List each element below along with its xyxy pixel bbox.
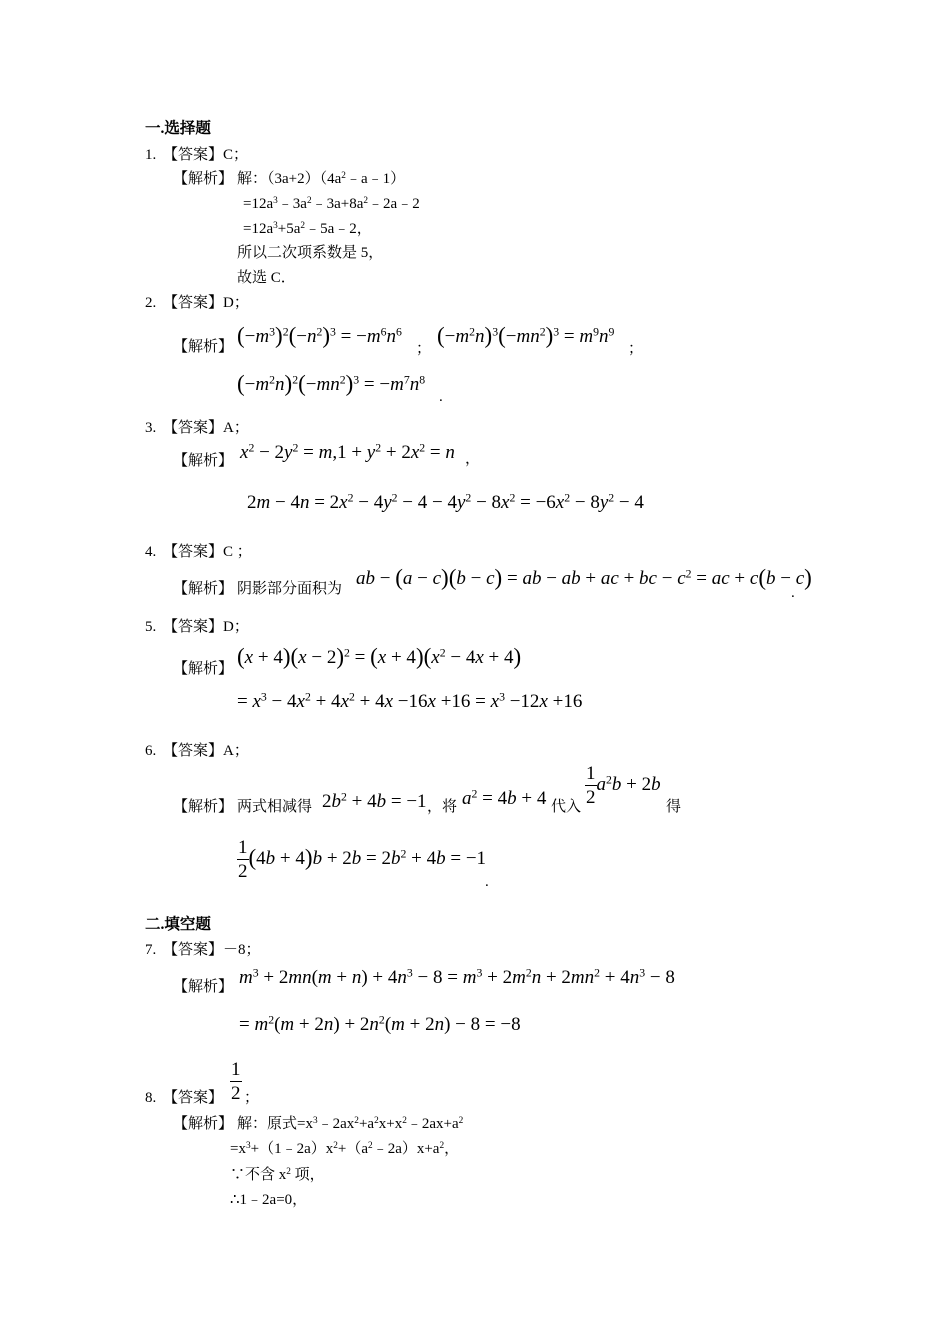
math-expression: $(-m^2n)^2(-mn^2)^3 = -m^7n^8$	[237, 371, 426, 396]
analysis-label: 【解析】	[173, 171, 234, 187]
analysis-label: 【解析】	[173, 1116, 234, 1132]
answer-label: 【答案】D；	[163, 619, 249, 635]
math-expression: $\frac{1}{2}$ $a^2b + 2b$	[586, 763, 661, 808]
math-expression: $m^3 + 2mn(m + n) + 4n^3 - 8 = m^3 + 2m^2n + 2mn^2 + 4n^3 - 8$	[239, 966, 675, 988]
question-number: 7.	[145, 942, 157, 958]
answer-label: 【答案】－8；	[163, 942, 261, 958]
question-number: 3.	[145, 420, 157, 436]
question-number: 8.	[145, 1090, 157, 1106]
answer-label: 【答案】C ；	[163, 544, 252, 560]
end-dot: .	[439, 389, 443, 405]
math-expression: $(-m^2n)^3(-mn^2)^3 = m^9n^9$	[437, 323, 615, 348]
question-number: 1.	[145, 147, 157, 163]
math-expression: $\frac{1}{2}$ $(4b + 4)b + 2b = 2b^2 + 4b = -1$	[238, 837, 487, 882]
answer-label: 【答案】D；	[163, 295, 249, 311]
analysis-label: 【解析】	[173, 661, 234, 677]
math-expression: $(x + 4)(x - 2)^2 = (x + 4)(x^2 - 4x + 4)$	[237, 644, 522, 669]
analysis-line: 解：原式$=x^3﹣2ax^2+a^2x+x^2﹣2ax+a^2$	[237, 1115, 464, 1132]
analysis-label: 【解析】	[173, 979, 234, 995]
math-expression: = $x^3 - 4x^2 + 4x^2 + 4x -16x +16 = x^3 -12x +16$	[237, 690, 583, 712]
analysis-line: $=x^3+(1﹣2a)x^2+(a^2﹣2a)x+a^2$，	[230, 1140, 460, 1157]
analysis-line: $=12a^3﹣3a^2﹣3a+8a^2﹣2a﹣2$	[243, 195, 420, 212]
question-number: 4.	[145, 544, 157, 560]
end-dot: .	[791, 585, 795, 601]
analysis-line: 解：$(3a+2)(4a^2﹣a﹣1)$	[237, 170, 406, 187]
question-number: 6.	[145, 743, 157, 759]
analysis-label: 【解析】	[173, 581, 234, 597]
analysis-label: 【解析】	[173, 799, 234, 815]
math-expression: ab − (a − c)(b − c) = ab − ab + ac + bc − $c^2$ = ac + c(b − c)	[356, 565, 812, 590]
analysis-label: 【解析】	[173, 339, 234, 355]
separator: ，	[465, 451, 481, 467]
section-title-choice: 一.选择题	[145, 120, 211, 137]
answer-fraction: $\frac{1}{2}$	[231, 1059, 241, 1104]
separator: ；	[244, 1090, 260, 1106]
analysis-text: 代入	[551, 799, 582, 815]
analysis-text: 得	[666, 799, 682, 815]
analysis-label: 【解析】	[173, 453, 234, 469]
math-expression: $x^2 - 2y^2 = m,1 + y^2 + 2x^2 = n$	[240, 441, 455, 463]
math-expression: $(-m^3)^2(-n^2)^3 = -m^6n^6$	[237, 323, 402, 348]
math-expression: $2m - 4n = 2x^2 - 4y^2 - 4 - 4y^2 - 8x^2 = -6x^2 - 8y^2 - 4$	[247, 491, 644, 513]
analysis-line: $=12a^3+5a^2﹣5a﹣2$，	[243, 220, 372, 237]
separator: ；	[628, 341, 644, 357]
math-expression: $a^2 = 4b + 4$	[462, 787, 547, 809]
answer-label: 【答案】A；	[163, 420, 249, 436]
section-title-fill: 二.填空题	[145, 916, 211, 933]
analysis-line: 所以二次项系数是 5，	[237, 245, 384, 261]
question-number: 2.	[145, 295, 157, 311]
analysis-text: 两式相减得	[237, 799, 313, 815]
analysis-line: ∴1﹣2a=0，	[230, 1192, 308, 1208]
end-dot: .	[485, 874, 489, 890]
answer-label: 【答案】A；	[163, 743, 249, 759]
analysis-text: 阴影部分面积为	[237, 581, 343, 597]
separator: ；	[416, 341, 432, 357]
answer-label: 【答案】	[163, 1090, 224, 1106]
analysis-line: 故选 C．	[237, 270, 296, 286]
math-expression: $2b^2 + 4b = -1$	[322, 790, 427, 812]
question-number: 5.	[145, 619, 157, 635]
analysis-text: ，将	[427, 799, 458, 815]
analysis-line: ∵不含 $x^2$ 项，	[230, 1166, 325, 1183]
answer-label: 【答案】C；	[163, 147, 249, 163]
math-expression: = $m^2(m + 2n) + 2n^2(m + 2n) - 8 = -8$	[239, 1013, 521, 1035]
